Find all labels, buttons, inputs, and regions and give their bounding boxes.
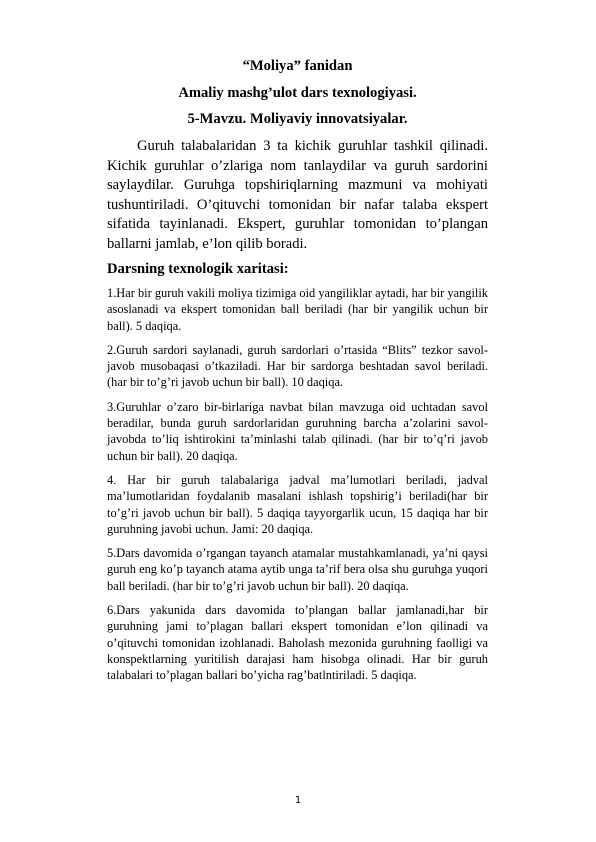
- subject-heading: “Moliya” fanidan: [242, 58, 353, 74]
- step-item-6: 6.Dars yakunida dars davomida to’plangan ballar jamlanadi,har bir guruhning jami to’plagan ballari ekspert tomonidan e’lon qilinadi va o’qituvchi tomonidan izohlanadi. Baholash mezonida guruhning faolligi va konspektlarning yuritilish darajasi ham hisobga olinadi. Har bir guruh talabalari to’plagan ballari bo’yicha rag’batlntiriladi. 5 daqiqa.: [107, 603, 488, 683]
- step-item-4: 4. Har bir guruh talabalariga jadval ma’lumotlari beriladi, jadval ma’lumotlaridan foydalanib masalani ishlash topshirig’i beriladi(har bir to’g’ri javob uchun bir ball). 5 daqiqa tayyorgarlik ucun, 15 daqiqa har bir guruhning javobi uchun. Jami: 20 daqiqa.: [107, 472, 488, 536]
- step-item-3: 3.Guruhlar o’zaro bir-birlariga navbat bilan mavzuga oid uchtadan savol beradilar, bunda guruh sardorlaridan guruhning barcha a’zolarini savol-javobda to’liq ishtirokini ta’minlashi talab qilinadi. (har bir to’q’ri javob uchun bir ball). 20 daqiqa.: [107, 399, 488, 463]
- section-title: Darsning texnologik xaritasi:: [107, 261, 289, 277]
- page-content: [107, 58, 488, 684]
- topic-heading: 5-Mavzu. Moliyaviy innovatsiyalar.: [187, 111, 408, 127]
- page-number: 1: [294, 795, 302, 806]
- step-item-5: 5.Dars davomida o’rgangan tayanch atamalar mustahkamlanadi, ya’ni qaysi guruh eng ko’p tayanch atama aytib unga ta’rif bera olsa shu guruhga yuqori ball beriladi. (har bir to’g’ri javob uchun bir ball). 20 daqiqa.: [107, 546, 488, 593]
- step-item-2: 2.Guruh sardori saylanadi, guruh sardorlari o’rtasida “Blits” tezkor savol-javob musobaqasi o’tkaziladi. Har bir sardorga beshtadan savol beriladi. (har bir to’g’ri javob uchun bir ball). 10 daqiqa.: [107, 342, 488, 390]
- lesson-title: Amaliy mashg’ulot dars texnologiyasi.: [178, 85, 417, 101]
- step-item-1: 1.Har bir guruh vakili moliya tizimiga oid yangiliklar aytadi, har bir yangilik asoslanadi va ekspert tomonidan ball beriladi (har bir yangilik uchun bir ball). 5 daqiqa.: [107, 286, 488, 333]
- intro-paragraph: Guruh talabalaridan 3 ta kichik guruhlar tashkil qilinadi. Kichik guruhlar o’zlariga nom tanlaydilar va guruh sardorini saylaydilar. Guruhga topshiriqlarning mazmuni va mohiyati tushuntiriladi. O’qituvchi tomonidan bir nafar talaba ekspert sifatida tayinlanadi. Ekspert, guruhlar tomonidan to’plangan ballarni jamlab, e’lon qilib boradi.: [107, 138, 488, 252]
